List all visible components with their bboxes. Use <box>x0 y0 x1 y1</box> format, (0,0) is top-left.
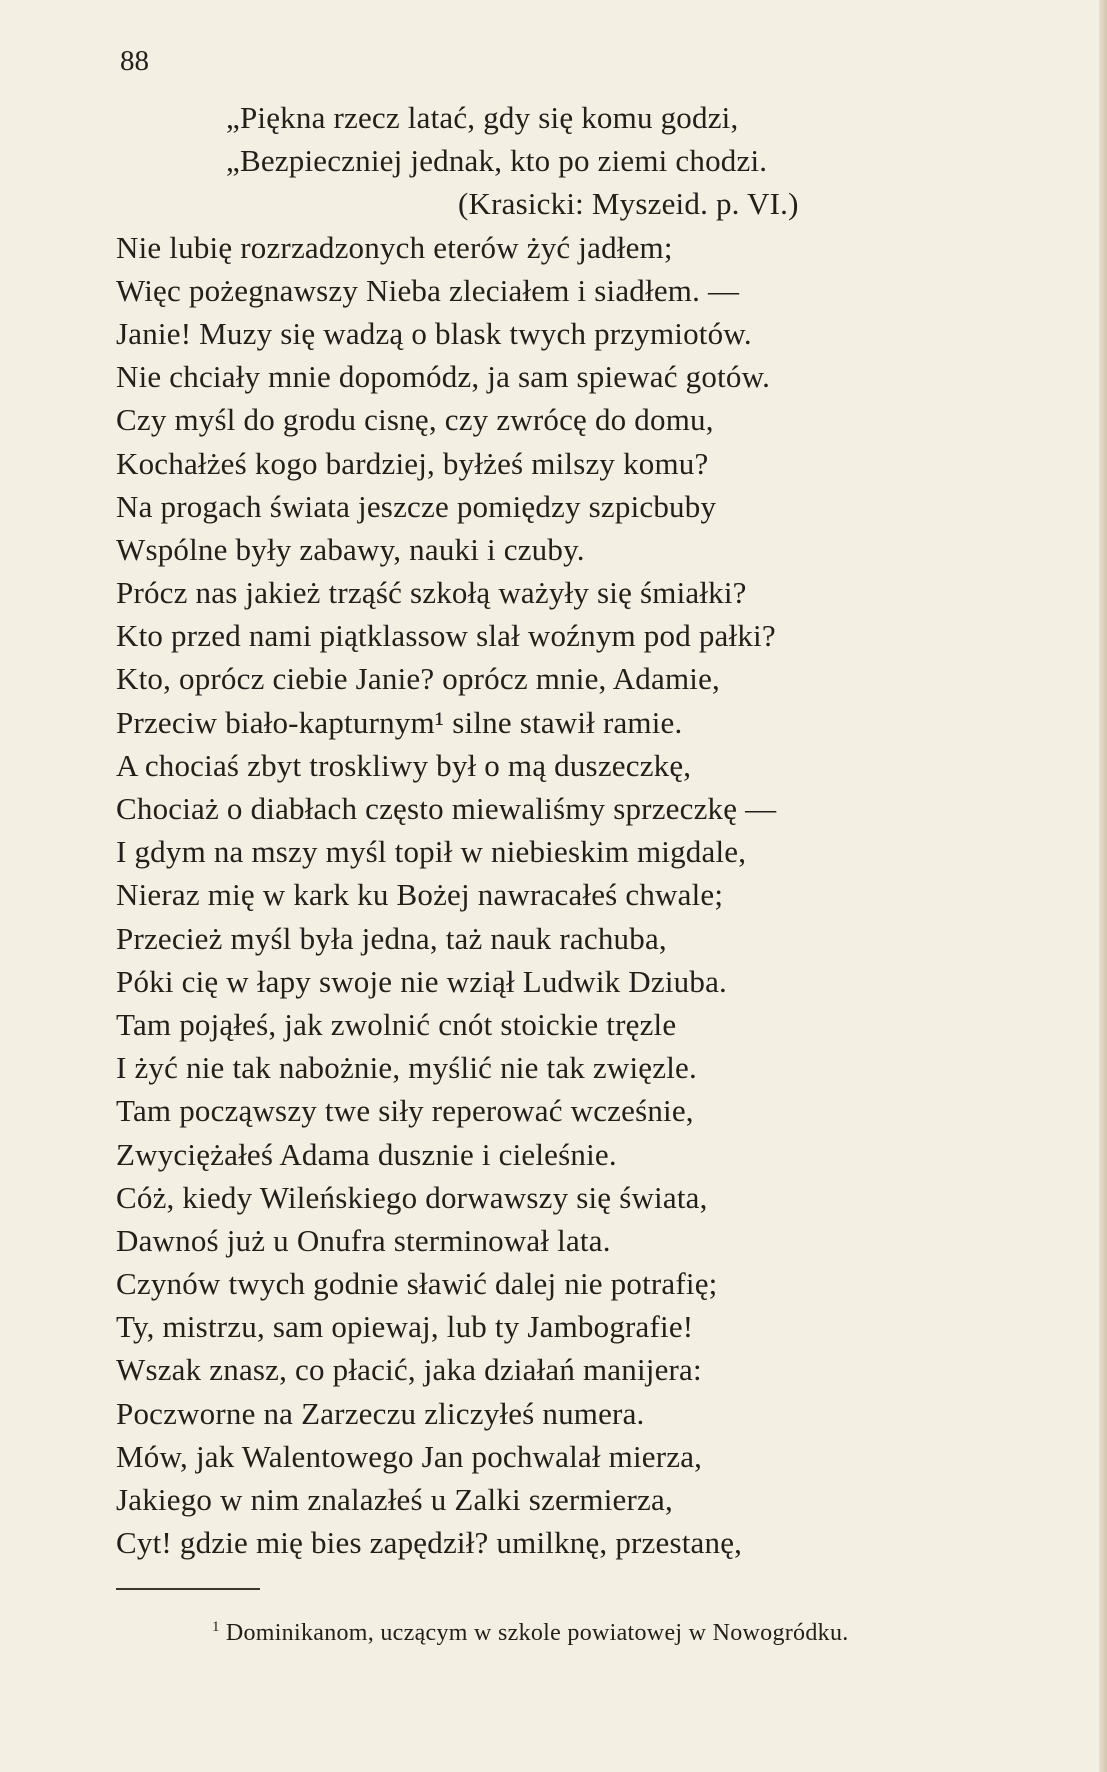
epigraph-line: „Piękna rzecz latać, gdy się komu godzi, <box>226 100 739 135</box>
page-number: 88 <box>120 45 149 77</box>
poem-line: Jakiego w nim znalazłeś u Zalki szermierza, <box>116 1482 673 1517</box>
poem-line: Przecież myśl była jedna, taż nauk rachuba, <box>116 920 667 956</box>
poem-line: Nie lubię rozrzadzonych eterów żyć jadłem; <box>116 229 673 265</box>
poem-line: Przeciw biało-kapturnym¹ silne stawił ramie. <box>116 704 683 740</box>
poem-line: Cóż, kiedy Wileńskiego dorwawszy się świata, <box>116 1179 708 1215</box>
footnote-text: Dominikanom, uczącym w szkole powiatowej w Nowogródku. <box>225 1620 849 1646</box>
poem-line: Tam pojąłeś, jak zwolnić cnót stoickie tręzle <box>116 1006 677 1042</box>
poem-line: Więc pożegnawszy Nieba zleciałem i siadłem. — <box>116 272 740 308</box>
epigraph-line: „Bezpieczniej jednak, kto po ziemi chodzi. <box>226 143 768 179</box>
poem-line: Czynów twych godnie sławić dalej nie potrafię; <box>116 1266 718 1302</box>
footnote-rule <box>116 1588 260 1590</box>
poem-line: I żyć nie tak nabożnie, myślić nie tak zwięzle. <box>116 1050 697 1086</box>
poem-line: Na progach świata jeszcze pomiędzy szpicbuby <box>116 488 717 524</box>
poem-line: Póki cię w łapy swoje nie wziął Ludwik Dziuba. <box>116 963 727 999</box>
poem-line: Ty, mistrzu, sam opiewaj, lub ty Jambografie! <box>116 1309 694 1345</box>
poem-line: A chociaś zbyt troskliwy był o mą duszeczkę, <box>116 747 692 783</box>
poem <box>116 226 976 1565</box>
poem-line: Chociaż o diabłach często miewaliśmy sprzeczkę — <box>116 791 777 826</box>
poem-line: Kochałżeś kogo bardziej, byłżeś milszy komu? <box>116 445 709 481</box>
footnote <box>212 1612 849 1648</box>
page-edge <box>1099 0 1107 1772</box>
poem-line: Tam począwszy twe siły reperować wcześnie, <box>116 1093 694 1129</box>
poem-line: I gdym na mszy myśl topił w niebieskim migdale, <box>116 834 747 870</box>
epigraph-attribution: (Krasicki: Myszeid. p. VI.) <box>458 186 799 222</box>
poem-line: Mów, jak Walentowego Jan pochwalał mierza, <box>116 1438 703 1474</box>
poem-line: Kto przed nami piątklassow slał woźnym pod pałki? <box>116 618 776 654</box>
poem-line: Wszak znasz, co płacić, jaka działań manijera: <box>116 1352 702 1388</box>
poem-line: Wspólne były zabawy, nauki i czuby. <box>116 531 585 567</box>
footnote-marker: 1 <box>212 1619 220 1635</box>
poem-line: Poczworne na Zarzeczu zliczyłeś numera. <box>116 1395 645 1431</box>
poem-line: Cyt! gdzie mię bies zapędził? umilknę, przestanę, <box>116 1525 743 1561</box>
poem-line: Czy myśl do grodu cisnę, czy zwrócę do domu, <box>116 402 714 438</box>
poem-line: Janie! Muzy się wadzą o blask twych przymiotów. <box>116 315 752 351</box>
poem-line: Kto, oprócz ciebie Janie? oprócz mnie, Adamie, <box>116 661 720 697</box>
epigraph <box>116 96 976 226</box>
poem-line: Nieraz mię w kark ku Bożej nawracałeś chwale; <box>116 877 724 913</box>
poem-line: Nie chciały mnie dopomódz, ja sam spiewać gotów. <box>116 359 771 395</box>
poem-line: Dawnoś już u Onufra sterminował lata. <box>116 1222 611 1258</box>
text-block <box>116 96 976 1564</box>
poem-line: Prócz nas jakież trząść szkołą ważyły się śmiałki? <box>116 575 747 611</box>
poem-line: Zwyciężałeś Adama dusznie i cieleśnie. <box>116 1136 617 1172</box>
